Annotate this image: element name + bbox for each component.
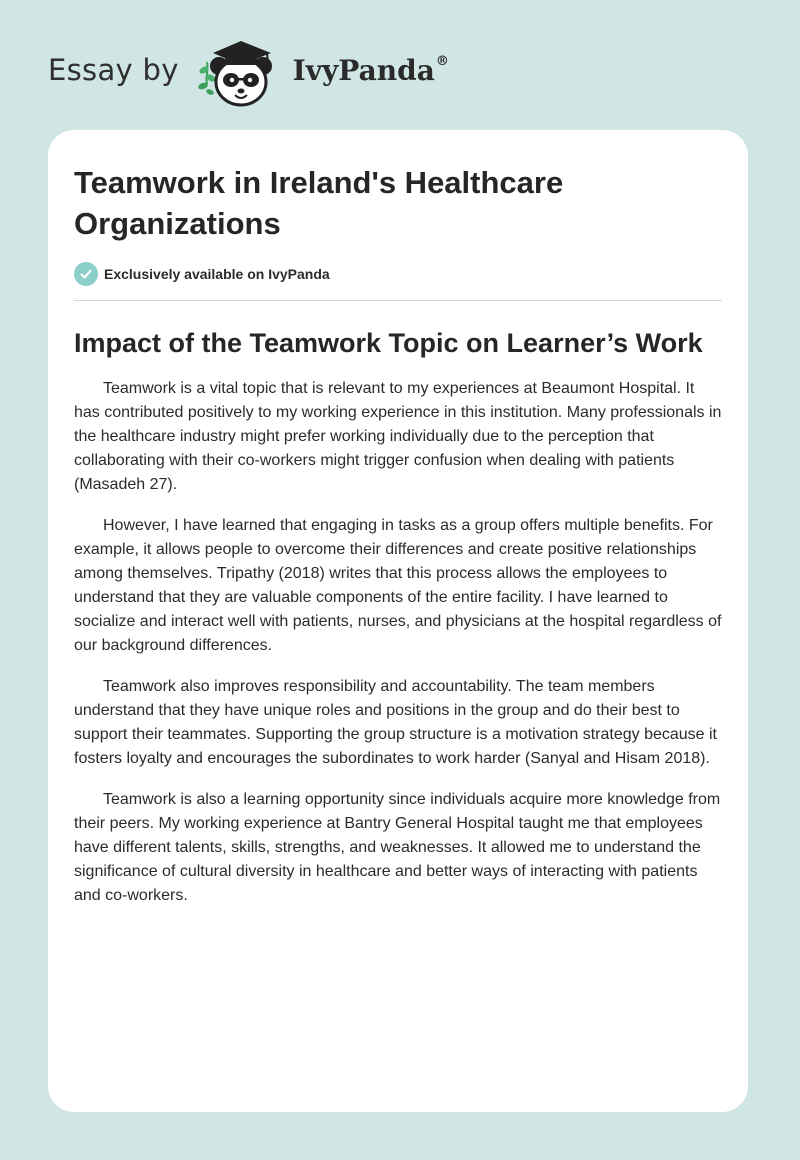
paragraph-1: Teamwork is a vital topic that is relevant to my experiences at Beaumont Hospital. It has contributed positively to my working experience in this institution. Many professionals in the healthcare industry might prefer working individually due to the perception that collaborating with their co-workers might trigger confusion when dealing with patients (Masadeh 27). xyxy=(74,380,722,493)
site-header xyxy=(48,36,449,108)
essay-by-label: Essay by xyxy=(48,53,179,87)
paragraph-4: Teamwork is also a learning opportunity since individuals acquire more knowledge from their peers. My working experience at Bantry General Hospital taught me that employees have different talents, skills, strengths, and weaknesses. It allowed me to understand the significance of cultural diversity in healthcare and better ways of interacting with patients and co-workers. xyxy=(74,791,721,904)
essay-card xyxy=(48,130,748,1112)
panda-graduate-icon xyxy=(195,36,287,108)
paragraph-3: Teamwork also improves responsibility and accountability. The team members understand that they have unique roles and positions in the group and do their best to support their teammates. Supporting the group structure is a motivation strategy because it fosters loyalty and encourages the subordinates to work harder (Sanyal and Hisam 2018). xyxy=(74,678,717,767)
trademark-symbol: ® xyxy=(435,54,449,70)
page-title: Teamwork in Ireland's Healthcare Organizations xyxy=(74,165,564,241)
section-heading: Impact of the Teamwork Topic on Learner’s Work xyxy=(74,328,703,358)
brand-logo-text[interactable]: IvyPanda® xyxy=(292,53,449,87)
essay-body xyxy=(74,377,722,908)
paragraph-2: However, I have learned that engaging in tasks as a group offers multiple benefits. For example, it allows people to overcome their differences and create positive relationships among themselves. Tripathy (2018) writes that this process allows the employees to understand that they are valuable components of the entire facility. I have learned to socialize and interact well with patients, nurses, and physicians at the hospital regardless of our background differences. xyxy=(74,517,722,654)
exclusive-badge xyxy=(74,260,722,288)
divider xyxy=(74,300,722,301)
check-circle-icon xyxy=(74,262,98,286)
exclusive-badge-text: Exclusively available on IvyPanda xyxy=(104,266,330,282)
